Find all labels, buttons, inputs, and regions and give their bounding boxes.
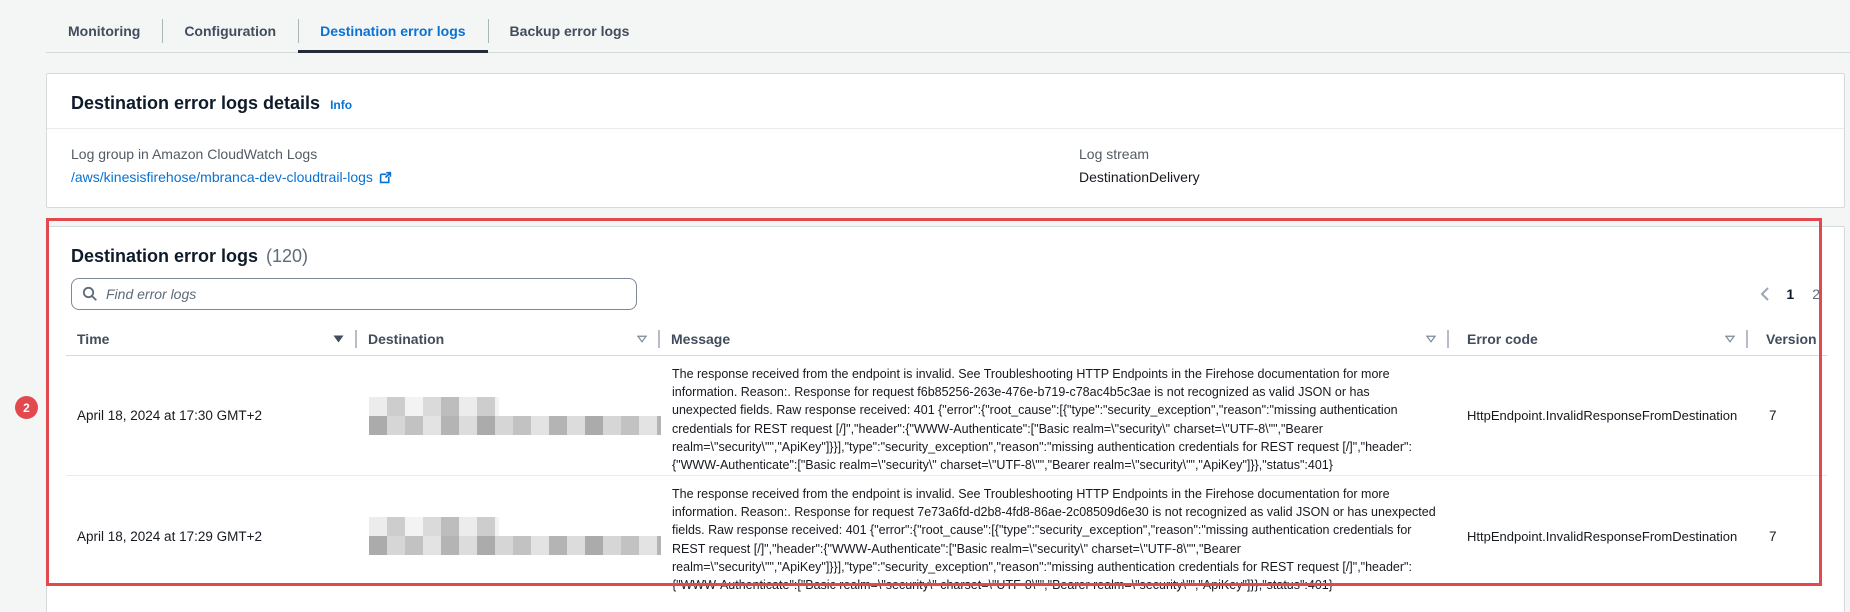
tab-backup-error-logs[interactable]: Backup error logs (488, 10, 652, 52)
sort-descending-icon (333, 335, 344, 343)
tab-configuration[interactable]: Configuration (162, 10, 298, 52)
redacted-destination (369, 517, 660, 555)
table-row (66, 356, 1827, 476)
tab-destination-error-logs[interactable]: Destination error logs (298, 10, 487, 52)
chevron-left-icon[interactable] (1758, 285, 1772, 303)
column-header-message[interactable]: Message (660, 323, 1449, 355)
log-group-link[interactable]: /aws/kinesisfirehose/mbranca-dev-cloudtrail-logs (71, 169, 392, 185)
message-cell: The response received from the endpoint is invalid. See Troubleshooting HTTP Endpoints in the Firehose documentation for more information. Reason:. Response for request f6b85256-263e-476e-b719-c78ac4b5c3ae is not recognized as valid JSON or has unexpected fields. Raw response received: 401 {"error":{"root_cause":[{"type":"security_exception","reason":"missing authentication credentials for REST request [/]","header":{"WWW-Authenticate":["Basic realm=\"security\" charset=\"UTF-8\"","Bearer realm=\"security\"","ApiKey"]}}],"type":"security_exception","reason":"missing authentication credentials for REST request [/]","header":{"WWW-Authenticate":["Basic realm=\"security\" charset=\"UTF-8\"","Bearer realm=\"security\"","ApiKey"]}},"status":401} (672, 367, 1412, 473)
redacted-destination (369, 397, 660, 435)
log-group-field (71, 146, 1079, 185)
sortable-icon (637, 335, 647, 343)
destination-cell (357, 476, 660, 596)
table-row (66, 476, 1827, 596)
pagination (1758, 284, 1834, 304)
column-header-version[interactable]: Version (1766, 331, 1817, 347)
annotation-badge: 2 (15, 396, 38, 419)
external-link-icon (379, 171, 392, 184)
logs-card-title: Destination error logs (71, 246, 259, 266)
details-card-title: Destination error logs details (71, 93, 321, 113)
logs-count: (120) (266, 246, 309, 266)
log-group-label: Log group in Amazon CloudWatch Logs (71, 146, 318, 162)
destination-cell (357, 356, 660, 475)
search-icon (82, 286, 98, 307)
error-code-cell: HttpEndpoint.InvalidResponseFromDestination (1467, 408, 1738, 423)
page-2-button[interactable]: 2 (1812, 286, 1820, 302)
version-cell: 7 (1769, 528, 1777, 544)
destination-error-logs-card (46, 226, 1845, 612)
tab-monitoring[interactable]: Monitoring (68, 23, 141, 39)
log-stream-field (1079, 146, 1200, 185)
tab-bar (46, 0, 1850, 53)
time-cell: April 18, 2024 at 17:29 GMT+2 (77, 528, 262, 544)
error-code-cell: HttpEndpoint.InvalidResponseFromDestination (1467, 528, 1738, 544)
message-cell: The response received from the endpoint is invalid. See Troubleshooting HTTP Endpoints in the Firehose documentation for more information. Reason:. Response for request 7e73a6fd-d2b8-4fd8-86ae-2c08509d6e30 is not recognized as valid JSON or has unexpected fields. Raw response received: 401 {"error":{"root_cause":[{"type":"security_exception","reason":"missing authentication credentials for REST request [/]","header":{"WWW-Authenticate":["Basic realm=\"security\" charset=\"UTF-8\"","Bearer realm=\"security\"","ApiKey"]}}],"type":"security_exception","reason":"missing authentication credentials for REST request [/]","header":{"WWW-Authenticate":["Basic realm=\"security\" charset=\"UTF-8\"","Bearer realm=\"security\"","ApiKey"]}},"status":401} (672, 487, 1436, 593)
sortable-icon (1426, 335, 1436, 343)
log-stream-label: Log stream (1079, 146, 1150, 162)
time-cell: April 18, 2024 at 17:30 GMT+2 (77, 408, 262, 423)
column-header-error-code[interactable]: Error code (1449, 323, 1748, 355)
search-input[interactable] (71, 278, 637, 310)
error-logs-search (71, 278, 637, 310)
error-logs-table (66, 323, 1827, 596)
log-stream-value: DestinationDelivery (1079, 169, 1200, 185)
destination-error-logs-details-card (46, 73, 1845, 208)
column-header-destination[interactable]: Destination (357, 323, 660, 355)
version-cell: 7 (1769, 408, 1777, 423)
column-header-time[interactable]: Time (66, 323, 357, 355)
page-1-button[interactable]: 1 (1786, 286, 1795, 302)
sortable-icon (1725, 335, 1735, 343)
info-link[interactable]: Info (330, 98, 353, 112)
